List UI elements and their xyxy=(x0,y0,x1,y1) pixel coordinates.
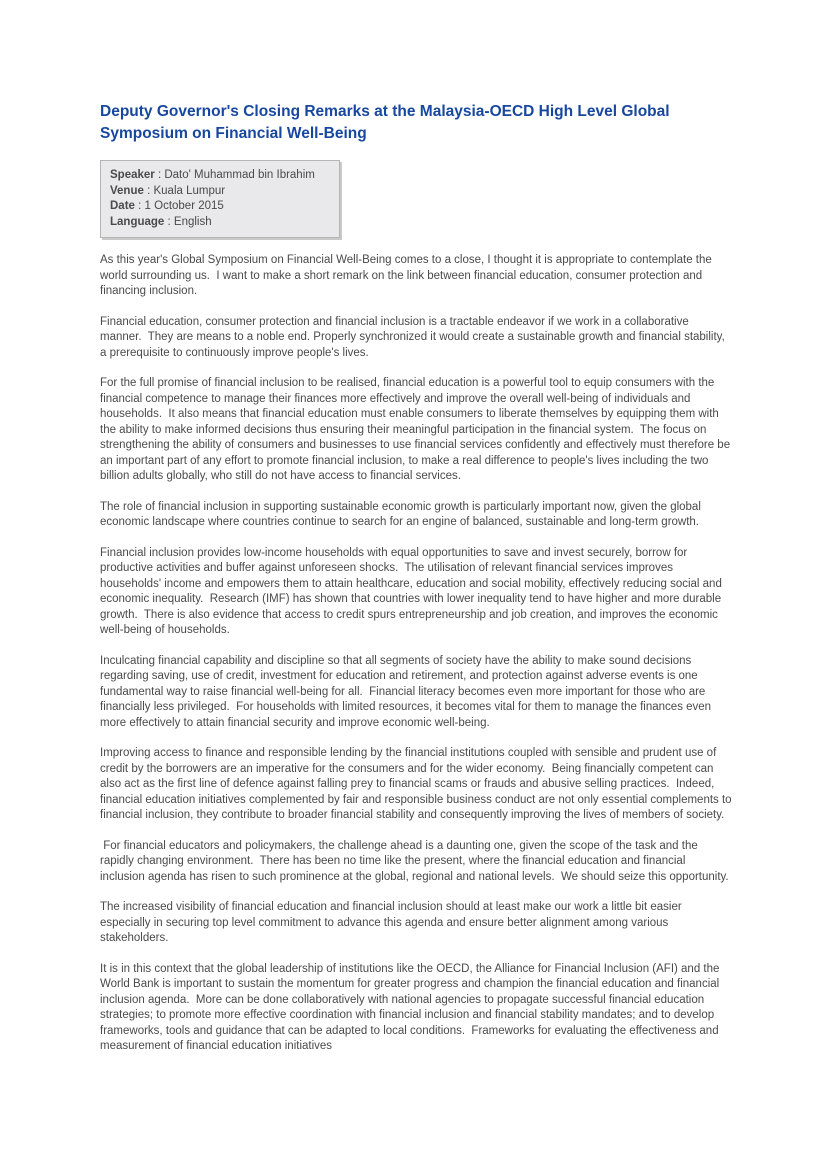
metadata-value: Kuala Lumpur xyxy=(153,184,226,197)
document-page xyxy=(100,101,733,1070)
metadata-label: Date xyxy=(110,200,135,212)
metadata-value: Dato' Muhammad bin Ibrahim xyxy=(164,169,315,181)
metadata-field-venue: Venue : Kuala Lumpur xyxy=(110,184,226,197)
metadata-field-language: Language : English xyxy=(110,215,212,228)
metadata-field-date: Date : 1 October 2015 xyxy=(110,200,224,212)
metadata-value: 1 October 2015 xyxy=(144,200,224,212)
speech-paragraph: It is in this context that the global leadership of institutions like the OECD, the Alliance for Financial Inclusion (AFI) and the World Bank is important to sustain the momentum for greater progress and champion the financial education and financial inclusion agenda. More can be done collaboratively with national agencies to propagate successful financial education strategies; to promote more effective coordination with financial inclusion and financial stability mandates; and to develop frameworks, tools and guidance that can be adapted to local conditions. Frameworks for evaluating the effectiveness and measurement of financial education initiatives xyxy=(100,962,723,1052)
metadata-value: English xyxy=(173,215,212,228)
speech-paragraph: Financial education, consumer protection and financial inclusion is a tractable endeavor if we work in a collaborative manner. They are means to a noble end. Properly synchronized it would create a sustainable growth and financial stability, a prerequisite to continuously improve people's lives. xyxy=(100,315,728,359)
speech-paragraph: Inculcating financial capability and discipline so that all segments of society have the ability to make sound decisions regarding saving, use of credit, investment for education and retirement, and protection against adverse events is one fundamental way to raise financial well-being for all. Financial literacy becomes even more important for those who are financially less privileged. For households with limited resources, it becomes vital for them to manage the finances even more effectively to attain financial security and improve economic well-being. xyxy=(100,654,715,729)
speech-paragraph: For the full promise of financial inclusion to be realised, financial education is a powerful tool to equip consumers with the financial competence to manage their finances more effectively and improve the overall well-being of individuals and households. It also means that financial education must enable consumers to liberate themselves by equipping them with the ability to make informed decisions thus ensuring their meaningful participation in the financial system. The focus on strengthening the ability of consumers and businesses to use financial services confidently and effectively must therefore be an important part of any effort to promote financial inclusion, to make a real difference to people's lives including the two billion adults globally, who still do not have access to financial services. xyxy=(100,377,734,482)
speech-paragraph: The increased visibility of financial education and financial inclusion should at least make our work a little bit easier especially in securing top level commitment to advance this agenda and ensure better alignment among various stakeholders. xyxy=(100,901,685,944)
metadata-field-speaker: Speaker : Dato' Muhammad bin Ibrahim xyxy=(110,169,315,181)
speech-paragraph: As this year's Global Symposium on Financial Well-Being comes to a close, I thought it is appropriate to contemplate the world surrounding us. I want to make a short remark on the link between financial education, consumer protection and financing inclusion. xyxy=(100,254,715,297)
speech-paragraph: Improving access to finance and responsible lending by the financial institutions coupled with sensible and prudent use of credit by the borrowers are an imperative for the consumers and for the wider economy. Being financially competent can also act as the first line of defence against falling prey to financial scams or frauds and abusive selling practices. Indeed, financial education initiatives complemented by fair and responsible business conduct are not only essential complements to financial inclusion, they contribute to broader financial stability and consequently improving the lives of members of society. xyxy=(100,747,735,821)
speech-paragraph: Financial inclusion provides low-income households with equal opportunities to save and invest securely, borrow for productive activities and buffer against unforeseen shocks. The utilisation of relevant financial services improves households' income and empowers them to attain healthcare, education and social mobility, effectively reducing social and economic inequality. Research (IMF) has shown that countries with lower inequality tend to have higher and more durable growth. There is also evidence that access to credit spurs entrepreneurship and job creation, and improves the economic well-being of households. xyxy=(100,546,726,636)
metadata-label: Venue xyxy=(110,184,144,197)
speech-body xyxy=(100,253,733,1055)
speech-paragraph: For financial educators and policymakers, the challenge ahead is a daunting one, given the scope of the task and the rapidly changing environment. There has been no time like the present, where the financial education and financial inclusion agenda has risen to such prominence at the global, regional and national levels. We should seize this opportunity. xyxy=(100,839,729,883)
metadata-label: Speaker xyxy=(110,169,155,181)
metadata-label: Language xyxy=(110,215,165,228)
page-title: Deputy Governor's Closing Remarks at the Malaysia-OECD High Level Global Symposium on Financial Well-Being xyxy=(100,103,670,142)
speech-metadata-box xyxy=(100,160,340,238)
speech-paragraph: The role of financial inclusion in supporting sustainable economic growth is particularly important now, given the global economic landscape where countries continue to search for an engine of balanced, sustainable and long-term growth. xyxy=(100,500,705,528)
